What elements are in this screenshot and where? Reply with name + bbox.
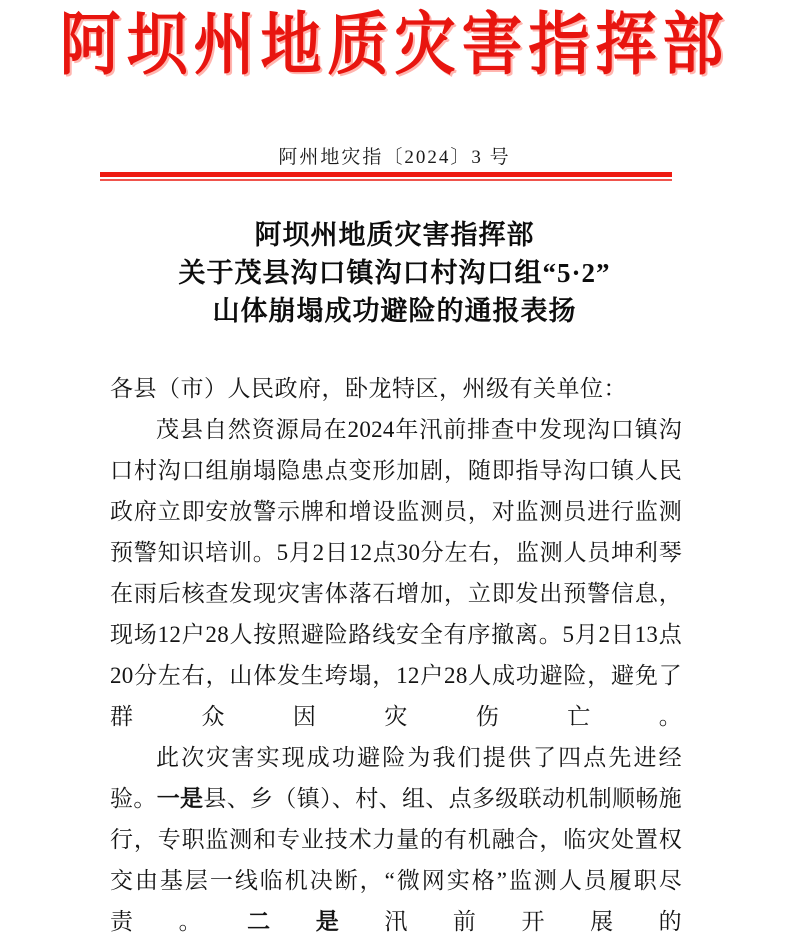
red-rule-thin: [100, 179, 672, 181]
salutation: 各县（市）人民政府，卧龙特区，州级有关单位：: [110, 376, 627, 401]
document-body: [110, 368, 682, 942]
document-title: [0, 216, 789, 330]
title-line-1: 阿坝州地质灾害指挥部: [254, 220, 535, 250]
title-line-3: 山体崩塌成功避险的通报表扬: [212, 296, 577, 326]
document-number-text: 阿州地灾指〔2024〕3 号: [278, 147, 511, 168]
paragraph-2-emphasis-1: 一是: [156, 786, 204, 811]
title-line-2: 关于茂县沟口镇沟口村沟口组“5·2”: [178, 258, 611, 288]
paragraph-2-segment-2: 汛前开展的: [384, 909, 682, 934]
paragraph-2-lead: 此次灾害实现成功避险为我们提供了四点先进经验。: [110, 745, 682, 811]
paragraph-2-segment-1: 县、乡（镇）、村、组、点多级联动机制顺畅施行，专职监测和专业技术力量的有机融合，临灾处置权交由基层一线临机决断，“微网实格”监测人员履职尽责。: [110, 786, 682, 934]
paragraph-1-text: 茂县自然资源局在2024年汛前排查中发现沟口镇沟口村沟口组崩塌隐患点变形加剧，随即指导沟口镇人民政府立即安放警示牌和增设监测员，对监测员进行监测预警知识培训。5月2日12点30分左右，监测人员坤利琴在雨后核查发现灾害体落石增加，立即发出预警信息，现场12户28人按照避险路线安全有序撤离。5月2日13点20分左右，山体发生垮塌，12户28人成功避险，避免了群众因灾伤亡。: [110, 417, 682, 729]
paragraph-2-emphasis-2: 二是: [247, 909, 385, 934]
masthead: [0, 8, 789, 84]
body-paragraph-1: [110, 409, 682, 737]
red-separator-rule: [100, 172, 672, 181]
document-number: [0, 142, 789, 169]
masthead-title: 阿坝州地质灾害指挥部: [59, 8, 730, 84]
body-paragraph-2: [110, 737, 682, 942]
